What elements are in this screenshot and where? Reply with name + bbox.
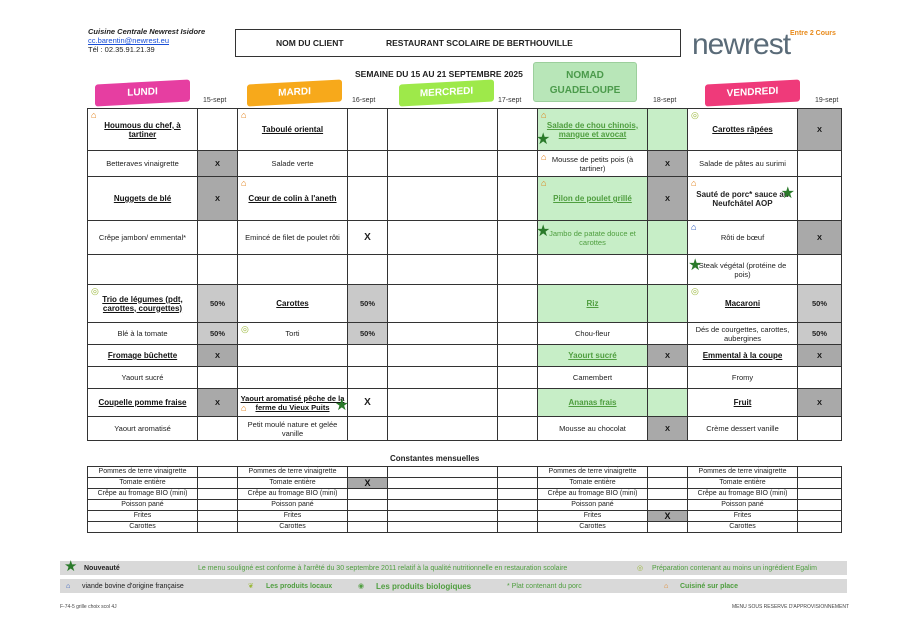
legend-souligne: Le menu souligné est conforme à l'arrêté du 30 septembre 2011 relatif à la qualité nutritionnelle en restauration scolaire: [198, 564, 568, 572]
company-name: Cuisine Centrale Newrest Isidore: [88, 27, 206, 36]
cell: [498, 285, 538, 323]
menu-cell: Fruit: [688, 389, 798, 417]
cell: [798, 177, 842, 221]
const-item: Pommes de terre vinaigrette: [238, 467, 348, 478]
const-item: Frites: [238, 511, 348, 522]
chef-hat-icon: ⌂: [541, 152, 547, 162]
egalim-icon: ◎: [637, 565, 644, 572]
cell: [388, 109, 498, 151]
menu-cell: Carottes: [238, 285, 348, 323]
x-mark: X: [648, 177, 688, 221]
menu-cell: Chou-fleur: [538, 323, 648, 345]
menu-cell: ⌂ Rôti de bœuf: [688, 221, 798, 255]
constantes-title: Constantes mensuelles: [390, 454, 480, 463]
menu-cell: ⌂ Pilon de poulet grillé: [538, 177, 648, 221]
menu-cell: ◎ Macaroni: [688, 285, 798, 323]
day-tuesday: MARDI: [247, 80, 342, 107]
new-star-icon: ★: [780, 185, 795, 202]
cell: [238, 345, 348, 367]
const-item: Crêpe au fromage BIO (mini): [88, 489, 198, 500]
chef-hat-icon: ⌂: [241, 403, 247, 413]
egalim-icon: ◎: [241, 324, 249, 334]
cell: [198, 417, 238, 441]
cell: [348, 417, 388, 441]
cell: [198, 221, 238, 255]
new-star-icon: ★: [64, 558, 78, 575]
client-name: RESTAURANT SCOLAIRE DE BERTHOUVILLE: [386, 38, 573, 48]
menu-cell: ⌂ Houmous du chef, à tartiner: [88, 109, 198, 151]
nomad-badge: NOMAD GUADELOUPE: [533, 62, 637, 102]
legend-row-1: [60, 558, 847, 575]
const-item: Poisson pané: [238, 500, 348, 511]
bovine-house-icon: ⌂: [66, 582, 71, 590]
menu-cell: Fromy: [688, 367, 798, 389]
cell: [88, 255, 198, 285]
phone: Tél : 02.35.91.21.39: [88, 45, 155, 54]
newrest-logo: newrest: [692, 28, 791, 61]
const-item: Tomate entière: [238, 478, 348, 489]
menu-grid: [87, 108, 842, 441]
cell: [498, 417, 538, 441]
const-item: Crêpe au fromage BIO (mini): [238, 489, 348, 500]
cell: [388, 221, 498, 255]
menu-cell: Emmental à la coupe: [688, 345, 798, 367]
chef-hat-icon: ⌂: [541, 178, 547, 188]
const-item: Frites: [538, 511, 648, 522]
pct-badge: 50%: [798, 285, 842, 323]
menu-cell: Mousse au chocolat: [538, 417, 648, 441]
legend-place: Cuisiné sur place: [680, 582, 738, 590]
const-item: Tomate entière: [538, 478, 648, 489]
cell: [798, 151, 842, 177]
cell: [198, 109, 238, 151]
legend-row-2: [60, 579, 847, 593]
chef-hat-icon: ⌂: [241, 178, 247, 188]
pct-badge: 50%: [348, 323, 388, 345]
x-mark: X: [798, 221, 842, 255]
egalim-icon: ◎: [691, 286, 699, 296]
cell: [498, 221, 538, 255]
cell: [498, 151, 538, 177]
cell: [388, 389, 498, 417]
menu-cell: Salade de pâtes au surimi: [688, 151, 798, 177]
cell: [388, 285, 498, 323]
local-leaf-icon: ❦: [248, 583, 254, 590]
menu-cell: ★ Steak végétal (protéine de pois): [688, 255, 798, 285]
cell: [648, 109, 688, 151]
const-item: Tomate entière: [688, 478, 798, 489]
const-item: Poisson pané: [538, 500, 648, 511]
menu-cell: ⌂ Yaourt aromatisé pêche de la ferme du Vieux Puits ★: [238, 389, 348, 417]
day-wednesday: MERCREDI: [399, 80, 494, 107]
legend-nouveaute: Nouveauté: [84, 564, 120, 572]
menu-cell: Petit moulé nature et gelée vanille: [238, 417, 348, 441]
menu-cell: Emincé de filet de poulet rôti: [238, 221, 348, 255]
menu-cell: Riz: [538, 285, 648, 323]
cell: [348, 345, 388, 367]
date-friday: 19-sept: [815, 97, 839, 104]
client-label: NOM DU CLIENT: [276, 38, 344, 48]
cell: [648, 323, 688, 345]
chef-hat-icon: ⌂: [241, 110, 247, 120]
cell: [498, 323, 538, 345]
new-star-icon: ★: [334, 397, 349, 414]
cell: [648, 389, 688, 417]
menu-cell: Fromage bûchette: [88, 345, 198, 367]
day-monday: LUNDI: [95, 80, 190, 107]
const-item: Carottes: [538, 522, 648, 533]
cell: [388, 255, 498, 285]
x-mark: X: [348, 221, 388, 255]
cell: [538, 255, 648, 285]
pct-badge: 50%: [198, 323, 238, 345]
cell: [498, 177, 538, 221]
cell: [498, 389, 538, 417]
legend-bovine: viande bovine d'origine française: [82, 582, 184, 590]
cell: [388, 151, 498, 177]
const-item: Tomate entière: [88, 478, 198, 489]
cell: [238, 367, 348, 389]
menu-cell: Yaourt sucré: [538, 345, 648, 367]
cell: [648, 255, 688, 285]
const-item: Crêpe au fromage BIO (mini): [538, 489, 648, 500]
cell: [198, 367, 238, 389]
cell: [388, 367, 498, 389]
cell: [498, 255, 538, 285]
email-link[interactable]: cc.barentin@newrest.eu: [88, 36, 169, 45]
menu-cell: Camembert: [538, 367, 648, 389]
leaf-icon: ◎: [691, 110, 699, 120]
const-item: Poisson pané: [88, 500, 198, 511]
header-contact: [88, 27, 205, 54]
cell: [388, 345, 498, 367]
legend-locaux: Les produits locaux: [266, 582, 333, 590]
menu-cell: Betteraves vinaigrette: [88, 151, 198, 177]
cell: [648, 221, 688, 255]
const-item: Pommes de terre vinaigrette: [688, 467, 798, 478]
footer-ref: F-74-5 grille choix scol 4J: [60, 604, 117, 610]
menu-cell: Yaourt aromatisé: [88, 417, 198, 441]
const-item: Carottes: [688, 522, 798, 533]
x-mark: X: [198, 345, 238, 367]
menu-cell: ◎ Carottes râpées: [688, 109, 798, 151]
const-item: Pommes de terre vinaigrette: [538, 467, 648, 478]
x-mark: X: [648, 511, 688, 522]
menu-cell: Blé à la tomate: [88, 323, 198, 345]
cell: [388, 323, 498, 345]
chef-hat-icon: ⌂: [664, 582, 669, 590]
x-mark: X: [648, 417, 688, 441]
x-mark: X: [648, 151, 688, 177]
const-item: Frites: [88, 511, 198, 522]
x-mark: X: [798, 389, 842, 417]
cell: [798, 255, 842, 285]
cell: [348, 367, 388, 389]
week-title: SEMAINE DU 15 AU 21 SEPTEMBRE 2025: [355, 69, 523, 79]
const-item: Crêpe au fromage BIO (mini): [688, 489, 798, 500]
menu-cell: Salade verte: [238, 151, 348, 177]
cell: [388, 177, 498, 221]
cell: [648, 285, 688, 323]
pct-badge: 50%: [348, 285, 388, 323]
x-mark: X: [348, 389, 388, 417]
cell: [388, 417, 498, 441]
cell: [498, 345, 538, 367]
x-mark: X: [648, 345, 688, 367]
legend-bio: Les produits biologiques: [376, 581, 472, 591]
cell: [348, 109, 388, 151]
legend-egalim: Préparation contenant au moins un ingrédient Egalim: [652, 564, 817, 572]
x-mark: X: [198, 177, 238, 221]
entre2cours-logo: Entre 2 Cours: [790, 30, 836, 37]
cell: [798, 367, 842, 389]
x-mark: X: [798, 345, 842, 367]
menu-cell: ⌂ Mousse de petits pois (à tartiner): [538, 151, 648, 177]
menu-cell: Nuggets de blé: [88, 177, 198, 221]
menu-cell: Coupelle pomme fraise: [88, 389, 198, 417]
pct-badge: 50%: [798, 323, 842, 345]
x-mark: X: [348, 478, 388, 489]
cell: [198, 255, 238, 285]
x-mark: X: [798, 109, 842, 151]
new-star-icon: ★: [536, 131, 551, 148]
date-monday: 15-sept: [203, 97, 227, 104]
client-box: [235, 29, 681, 57]
menu-cell: Dés de courgettes, carottes, aubergines: [688, 323, 798, 345]
footer-note: MENU SOUS RESERVE D'APPROVISIONNEMENT: [732, 604, 849, 610]
day-friday: VENDREDI: [705, 80, 800, 107]
cell: [238, 255, 348, 285]
const-item: Carottes: [238, 522, 348, 533]
menu-cell: ⌂ Salade de chou chinois, mangue et avocat ★: [538, 109, 648, 151]
cell: [648, 367, 688, 389]
bio-icon: ◉: [358, 583, 365, 590]
const-item: Poisson pané: [688, 500, 798, 511]
date-wednesday: 17-sept: [498, 97, 522, 104]
cell: [498, 367, 538, 389]
constantes-table: [87, 466, 842, 533]
date-thursday: 18-sept: [653, 97, 677, 104]
menu-cell: ◎ Torti: [238, 323, 348, 345]
const-item: Pommes de terre vinaigrette: [88, 467, 198, 478]
menu-cell: Ananas frais: [538, 389, 648, 417]
date-tuesday: 16-sept: [352, 97, 376, 104]
cell: [498, 109, 538, 151]
menu-cell: ⌂ Taboulé oriental: [238, 109, 348, 151]
menu-cell: Jambo de patate douce et carottes ★: [538, 221, 648, 255]
new-star-icon: ★: [536, 223, 551, 240]
const-item: Frites: [688, 511, 798, 522]
menu-cell: Crêpe jambon/ emmental*: [88, 221, 198, 255]
menu-cell: Crème dessert vanille: [688, 417, 798, 441]
menu-cell: ⌂ Sauté de porc* sauce au Neufchâtel AOP ★: [688, 177, 798, 221]
egalim-icon: ◎: [91, 286, 99, 296]
chef-hat-icon: ⌂: [541, 110, 547, 120]
chef-hat-icon: ⌂: [91, 110, 97, 120]
x-mark: X: [198, 389, 238, 417]
menu-cell: Yaourt sucré: [88, 367, 198, 389]
cell: [798, 417, 842, 441]
legend-porc: * Plat contenant du porc: [507, 582, 582, 590]
pct-badge: 50%: [198, 285, 238, 323]
menu-cell: ◎ Trio de légumes (pdt, carottes, courgettes): [88, 285, 198, 323]
new-star-icon: ★: [688, 257, 703, 274]
bovine-house-icon: ⌂: [691, 222, 697, 232]
chef-hat-icon: ⌂: [691, 178, 697, 188]
const-item: Carottes: [88, 522, 198, 533]
cell: [348, 177, 388, 221]
cell: [348, 151, 388, 177]
cell: [348, 255, 388, 285]
menu-cell: ⌂ Cœur de colin à l'aneth: [238, 177, 348, 221]
x-mark: X: [198, 151, 238, 177]
